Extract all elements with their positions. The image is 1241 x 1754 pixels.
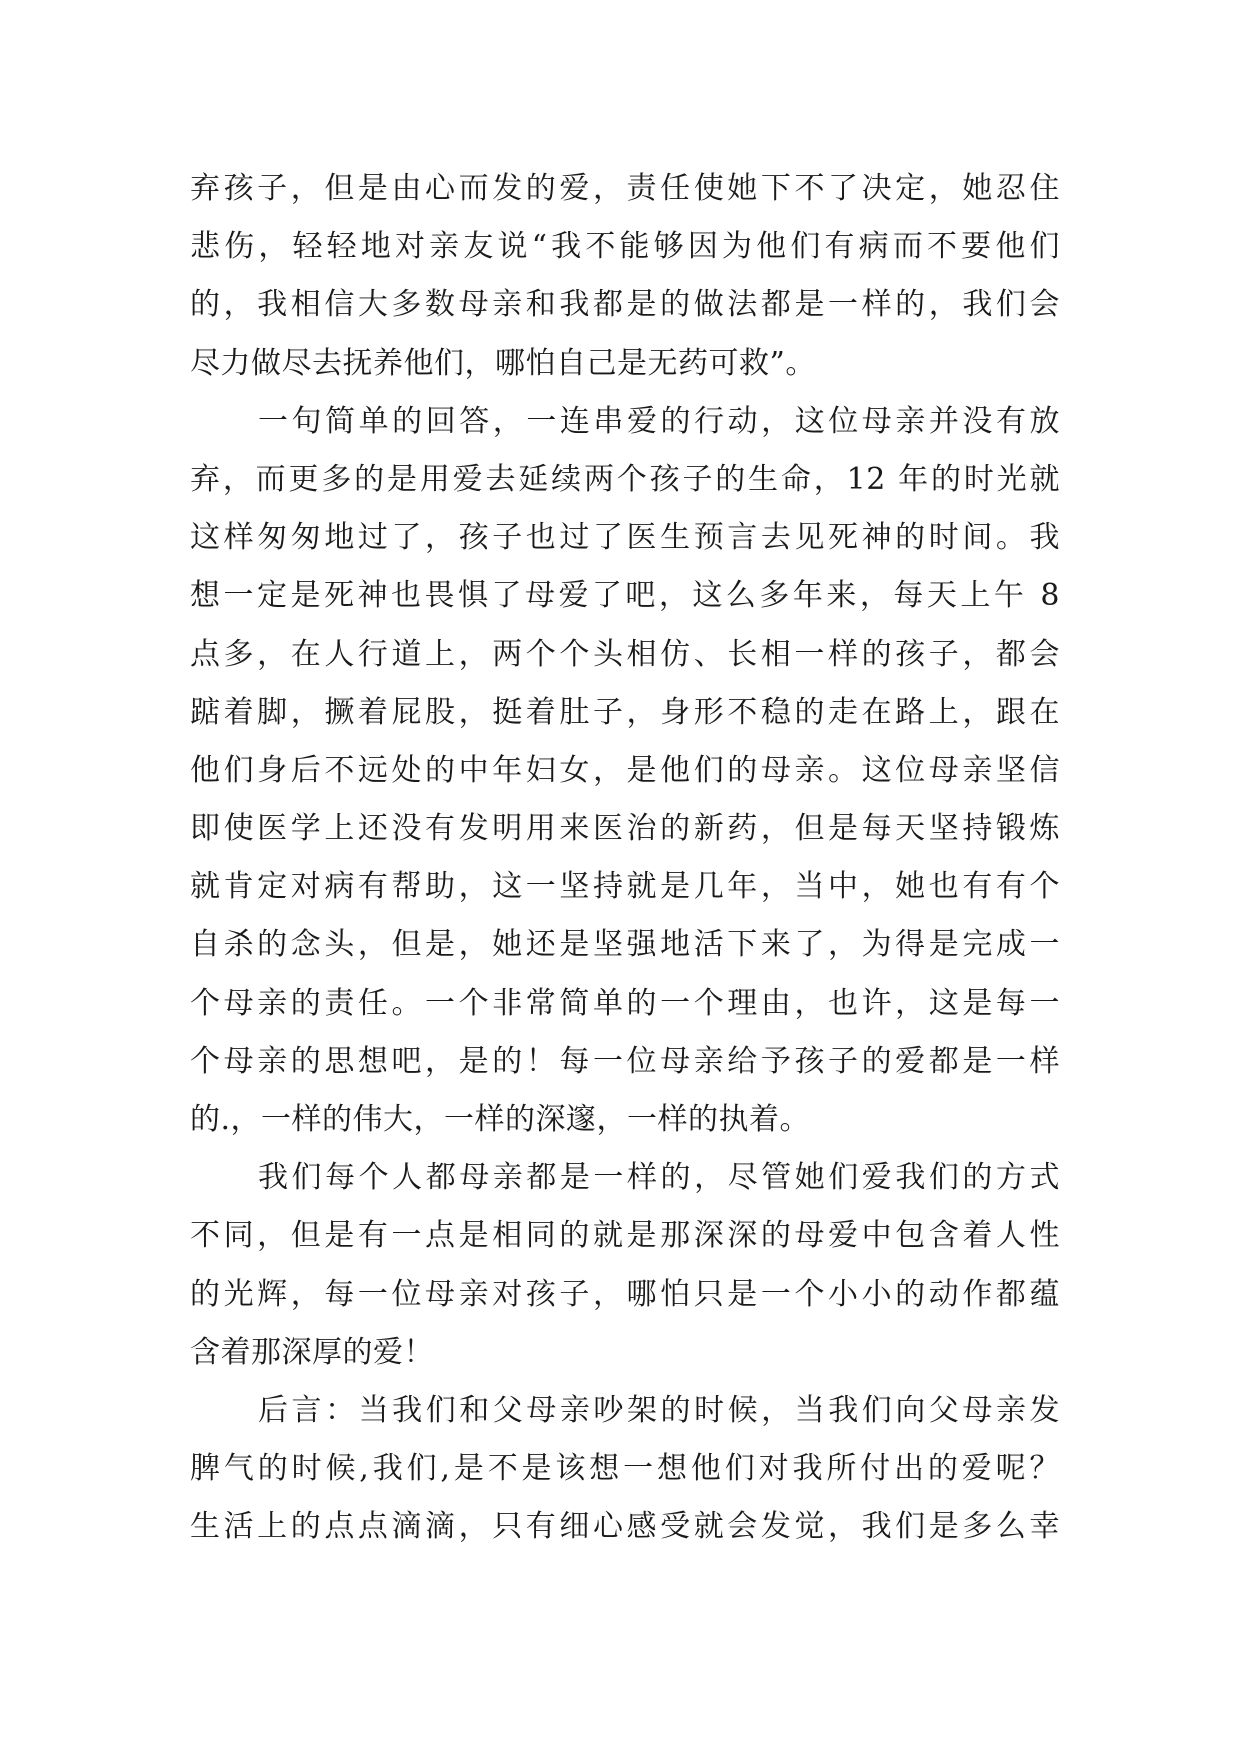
text-line: 这样匆匆地过了，孩子也过了医生预言去见死神的时间。我 [190, 520, 1060, 556]
text-line: 个母亲的责任。一个非常简单的一个理由，也许，这是每一 [190, 985, 1060, 1021]
text-line: 就肯定对病有帮助，这一坚持就是几年，当中，她也有有个 [190, 869, 1060, 905]
text-line: 点多，在人行道上，两个个头相仿、长相一样的孩子，都会 [190, 636, 1060, 672]
text-line: 的.，一样的伟大，一样的深邃，一样的执着。 [190, 1102, 811, 1137]
paragraph-2 [190, 393, 1060, 1149]
text-line: 踮着脚，撅着屁股，挺着肚子，身形不稳的走在路上，跟在 [190, 694, 1060, 730]
text-line: 的，我相信大多数母亲和我都是的做法都是一样的，我们会 [190, 287, 1060, 323]
text-line: 想一定是死神也畏惧了母爱了吧，这么多年来，每天上午 8 [190, 578, 1060, 614]
text-line: 他们身后不远处的中年妇女，是他们的母亲。这位母亲坚信 [190, 752, 1060, 788]
text-line: 自杀的念头，但是，她还是坚强地活下来了，为得是完成一 [190, 927, 1060, 963]
paragraph-3 [190, 1149, 1060, 1382]
text-line: 脾气的时候,我们,是不是该想一想他们对我所付出的爱呢？ [190, 1451, 1060, 1487]
text-line: 后言：当我们和父母亲吵架的时候，当我们向父母亲发 [258, 1392, 1060, 1428]
text-line: 的光辉，每一位母亲对孩子，哪怕只是一个小小的动作都蕴 [190, 1276, 1060, 1312]
text-line: 不同，但是有一点是相同的就是那深深的母爱中包含着人性 [190, 1218, 1060, 1254]
document-body [190, 160, 1060, 1557]
text-line: 个母亲的思想吧，是的！每一位母亲给予孩子的爱都是一样 [190, 1043, 1060, 1079]
text-line: 尽力做尽去抚养他们，哪怕自己是无药可救”。 [190, 345, 816, 381]
text-line: 即使医学上还没有发明用来医治的新药，但是每天坚持锻炼 [190, 811, 1060, 847]
text-line: 悲伤，轻轻地对亲友说“我不能够因为他们有病而不要他们 [190, 229, 1060, 265]
paragraph-1 [190, 160, 1060, 393]
paragraph-4 [190, 1382, 1060, 1557]
text-line: 一句简单的回答，一连串爱的行动，这位母亲并没有放 [258, 403, 1060, 439]
text-line: 弃，而更多的是用爱去延续两个孩子的生命，12 年的时光就 [190, 461, 1060, 497]
text-line: 弃孩子，但是由心而发的爱，责任使她下不了决定，她忍住 [190, 171, 1060, 206]
text-line: 生活上的点点滴滴，只有细心感受就会发觉，我们是多么幸 [190, 1509, 1060, 1545]
text-line: 含着那深厚的爱！ [190, 1334, 434, 1370]
text-line: 我们每个人都母亲都是一样的，尽管她们爱我们的方式 [258, 1160, 1060, 1196]
